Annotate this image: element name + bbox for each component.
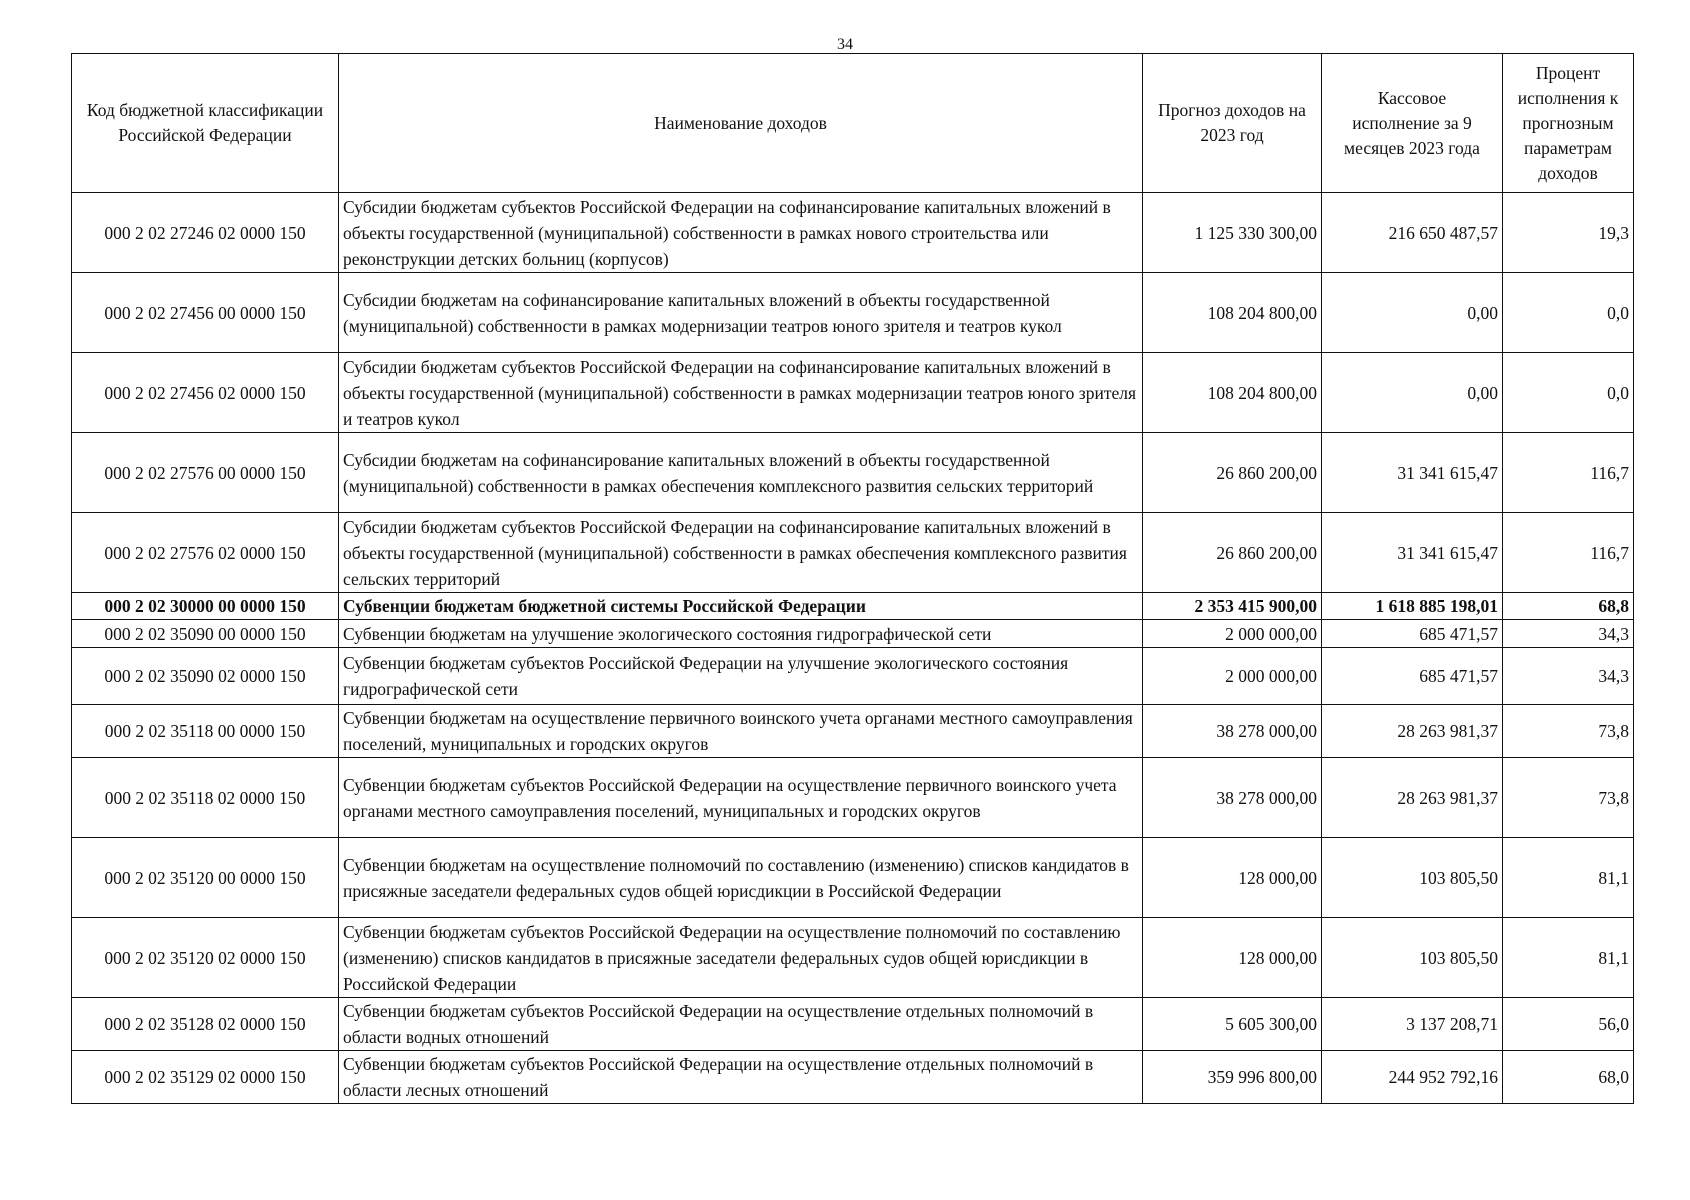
cell-actual: 28 263 981,37: [1322, 705, 1503, 758]
cell-code: 000 2 02 27576 02 0000 150: [72, 513, 339, 593]
cell-percent: 19,3: [1503, 193, 1634, 273]
cell-actual: 685 471,57: [1322, 648, 1503, 705]
cell-code: 000 2 02 30000 00 0000 150: [72, 593, 339, 620]
cell-percent: 73,8: [1503, 758, 1634, 838]
cell-code: 000 2 02 27576 00 0000 150: [72, 433, 339, 513]
cell-forecast: 2 000 000,00: [1143, 648, 1322, 705]
cell-percent: 81,1: [1503, 838, 1634, 918]
cell-actual: 103 805,50: [1322, 838, 1503, 918]
cell-actual: 0,00: [1322, 273, 1503, 353]
cell-percent: 73,8: [1503, 705, 1634, 758]
cell-forecast: 108 204 800,00: [1143, 273, 1322, 353]
cell-forecast: 26 860 200,00: [1143, 433, 1322, 513]
cell-name: Субвенции бюджетам бюджетной системы Российской Федерации: [339, 593, 1143, 620]
cell-actual: 1 618 885 198,01: [1322, 593, 1503, 620]
cell-percent: 116,7: [1503, 433, 1634, 513]
cell-forecast: 38 278 000,00: [1143, 705, 1322, 758]
table-row: [72, 648, 1634, 705]
cell-actual: 31 341 615,47: [1322, 433, 1503, 513]
cell-forecast: 5 605 300,00: [1143, 998, 1322, 1051]
header-row: [72, 54, 1634, 193]
cell-code: 000 2 02 35129 02 0000 150: [72, 1051, 339, 1104]
cell-code: 000 2 02 35118 00 0000 150: [72, 705, 339, 758]
cell-forecast: 38 278 000,00: [1143, 758, 1322, 838]
cell-percent: 56,0: [1503, 998, 1634, 1051]
cell-forecast: 2 353 415 900,00: [1143, 593, 1322, 620]
cell-code: 000 2 02 35128 02 0000 150: [72, 998, 339, 1051]
header-code: Код бюджетной классификации Российской Федерации: [72, 54, 339, 193]
header-actual: Кассовое исполнение за 9 месяцев 2023 года: [1322, 54, 1503, 193]
cell-actual: 28 263 981,37: [1322, 758, 1503, 838]
cell-percent: 116,7: [1503, 513, 1634, 593]
cell-code: 000 2 02 27246 02 0000 150: [72, 193, 339, 273]
cell-name: Субсидии бюджетам субъектов Российской Федерации на софинансирование капитальных вложений в объекты государственной (муниципальной) собственности в рамках модернизации театров юного зрителя и театров кукол: [339, 353, 1143, 433]
cell-actual: 103 805,50: [1322, 918, 1503, 998]
cell-code: 000 2 02 35118 02 0000 150: [72, 758, 339, 838]
cell-name: Субвенции бюджетам на осуществление полномочий по составлению (изменению) списков кандидатов в присяжные заседатели федеральных судов общей юрисдикции в Российской Федерации: [339, 838, 1143, 918]
cell-percent: 0,0: [1503, 273, 1634, 353]
cell-name: Субсидии бюджетам субъектов Российской Федерации на софинансирование капитальных вложений в объекты государственной (муниципальной) собственности в рамках обеспечения комплексного развития сельских территорий: [339, 513, 1143, 593]
table-row: [72, 1051, 1634, 1104]
cell-name: Субвенции бюджетам на осуществление первичного воинского учета органами местного самоуправления поселений, муниципальных и городских округов: [339, 705, 1143, 758]
cell-percent: 81,1: [1503, 918, 1634, 998]
cell-forecast: 26 860 200,00: [1143, 513, 1322, 593]
table-row: [72, 193, 1634, 273]
table-row: [72, 433, 1634, 513]
cell-code: 000 2 02 35090 00 0000 150: [72, 620, 339, 648]
cell-forecast: 128 000,00: [1143, 918, 1322, 998]
page-number: 34: [837, 36, 853, 53]
table-row: [72, 353, 1634, 433]
cell-name: Субвенции бюджетам субъектов Российской Федерации на осуществление полномочий по составлению (изменению) списков кандидатов в присяжные заседатели федеральных судов общей юрисдикции в Российской Федерации: [339, 918, 1143, 998]
cell-name: Субсидии бюджетам на софинансирование капитальных вложений в объекты государственной (муниципальной) собственности в рамках обеспечения комплексного развития сельских территорий: [339, 433, 1143, 513]
header-percent: Процент исполнения к прогнозным параметрам доходов: [1503, 54, 1634, 193]
cell-forecast: 1 125 330 300,00: [1143, 193, 1322, 273]
cell-percent: 34,3: [1503, 620, 1634, 648]
cell-name: Субвенции бюджетам субъектов Российской Федерации на улучшение экологического состояния гидрографической сети: [339, 648, 1143, 705]
cell-percent: 68,0: [1503, 1051, 1634, 1104]
cell-forecast: 128 000,00: [1143, 838, 1322, 918]
cell-forecast: 359 996 800,00: [1143, 1051, 1322, 1104]
table-row: [72, 838, 1634, 918]
cell-percent: 68,8: [1503, 593, 1634, 620]
cell-actual: 3 137 208,71: [1322, 998, 1503, 1051]
cell-name: Субсидии бюджетам субъектов Российской Федерации на софинансирование капитальных вложений в объекты государственной (муниципальной) собственности в рамках нового строительства или реконструкции детских больниц (корпусов): [339, 193, 1143, 273]
cell-name: Субвенции бюджетам субъектов Российской Федерации на осуществление отдельных полномочий в области водных отношений: [339, 998, 1143, 1051]
revenue-table: [71, 53, 1634, 1104]
cell-code: 000 2 02 27456 02 0000 150: [72, 353, 339, 433]
cell-name: Субвенции бюджетам субъектов Российской Федерации на осуществление отдельных полномочий в области лесных отношений: [339, 1051, 1143, 1104]
cell-name: Субсидии бюджетам на софинансирование капитальных вложений в объекты государственной (муниципальной) собственности в рамках модернизации театров юного зрителя и театров кукол: [339, 273, 1143, 353]
cell-code: 000 2 02 27456 00 0000 150: [72, 273, 339, 353]
cell-code: 000 2 02 35120 02 0000 150: [72, 918, 339, 998]
header-forecast: Прогноз доходов на 2023 год: [1143, 54, 1322, 193]
cell-actual: 685 471,57: [1322, 620, 1503, 648]
table-row: [72, 998, 1634, 1051]
header-name: Наименование доходов: [339, 54, 1143, 193]
table-row: [72, 273, 1634, 353]
cell-forecast: 108 204 800,00: [1143, 353, 1322, 433]
table-row: [72, 513, 1634, 593]
cell-percent: 0,0: [1503, 353, 1634, 433]
cell-name: Субвенции бюджетам субъектов Российской Федерации на осуществление первичного воинского учета органами местного самоуправления поселений, муниципальных и городских округов: [339, 758, 1143, 838]
table-row: [72, 593, 1634, 620]
cell-actual: 244 952 792,16: [1322, 1051, 1503, 1104]
table-row: [72, 918, 1634, 998]
cell-percent: 34,3: [1503, 648, 1634, 705]
cell-forecast: 2 000 000,00: [1143, 620, 1322, 648]
table-row: [72, 620, 1634, 648]
cell-actual: 31 341 615,47: [1322, 513, 1503, 593]
table-row: [72, 705, 1634, 758]
cell-name: Субвенции бюджетам на улучшение экологического состояния гидрографической сети: [339, 620, 1143, 648]
cell-actual: 0,00: [1322, 353, 1503, 433]
table-row: [72, 758, 1634, 838]
cell-code: 000 2 02 35090 02 0000 150: [72, 648, 339, 705]
cell-actual: 216 650 487,57: [1322, 193, 1503, 273]
cell-code: 000 2 02 35120 00 0000 150: [72, 838, 339, 918]
